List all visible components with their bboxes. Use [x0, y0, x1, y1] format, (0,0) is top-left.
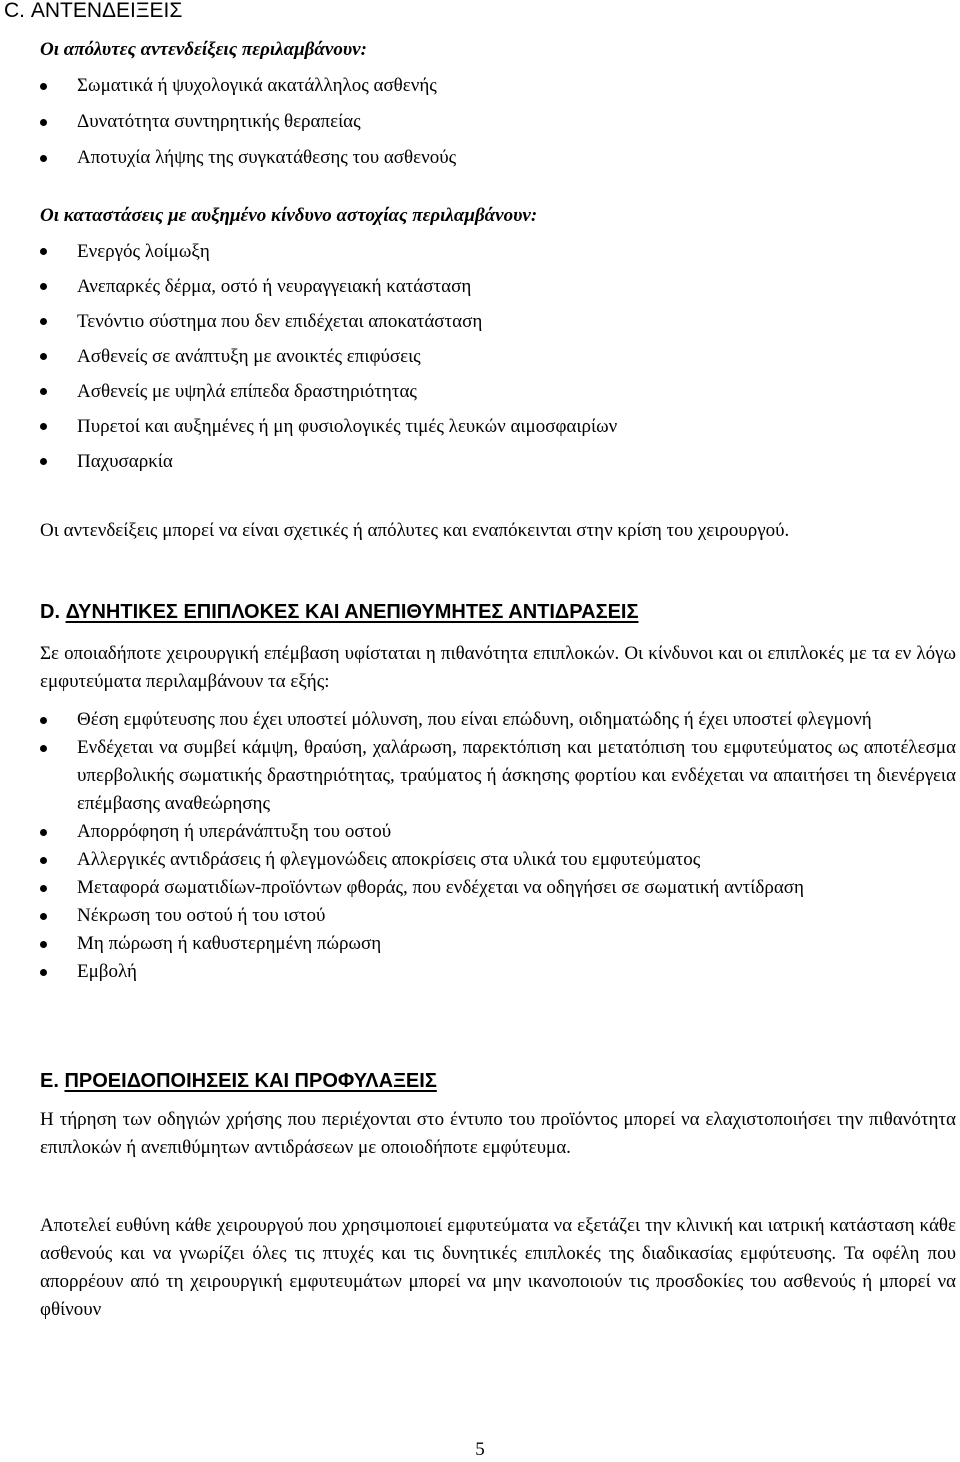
- list-item: Δυνατότητα συντηρητικής θεραπείας: [0, 104, 960, 140]
- list-item: Τενόντιο σύστημα που δεν επιδέχεται αποκατάσταση: [0, 304, 960, 339]
- absolute-contraindications-intro: Οι απόλυτες αντενδείξεις περιλαμβάνουν:: [40, 39, 367, 60]
- section-e-letter: E.: [40, 1070, 59, 1092]
- warnings-paragraph-2: Αποτελεί ευθύνη κάθε χειρουργού που χρησιμοποιεί εμφυτεύματα να εξετάζει την κλινική και ιατρική κατάσταση κάθε ασθενούς και να γνωρίζει όλες τις πτυχές και τις δυνητικές επιπλοκές της διαδικασίας εμφύτευσης. Τα οφέλη που απορρέουν από τη χειρουργική εμφυτευμάτων μπορεί να μην ικανοποιούν τις προσδοκίες του ασθενούς ή μπορεί να φθίνουν: [40, 1215, 956, 1320]
- list-item: Μεταφορά σωματιδίων-προϊόντων φθοράς, που ενδέχεται να οδηγήσει σε σωματική αντίδραση: [0, 874, 960, 902]
- section-c-heading: C. ΑΝΤΕΝΔΕΙΞΕΙΣ: [4, 0, 183, 22]
- list-item: Πυρετοί και αυξημένες ή μη φυσιολογικές τιμές λευκών αιμοσφαιρίων: [0, 409, 960, 444]
- absolute-contraindications-list: [0, 68, 960, 176]
- page-number: 5: [475, 1439, 485, 1460]
- list-item: Σωματικά ή ψυχολογικά ακατάλληλος ασθενής: [0, 68, 960, 104]
- list-item: Ανεπαρκές δέρμα, οστό ή νευραγγειακή κατάσταση: [0, 269, 960, 304]
- list-item: Παχυσαρκία: [0, 444, 960, 479]
- risk-conditions-intro: Οι καταστάσεις με αυξημένο κίνδυνο αστοχίας περιλαμβάνουν:: [40, 205, 538, 226]
- list-item: Απορρόφηση ή υπεράνάπτυξη του οστού: [0, 818, 960, 846]
- list-item: Ασθενείς σε ανάπτυξη με ανοικτές επιφύσεις: [0, 339, 960, 374]
- section-d-heading: [40, 597, 638, 627]
- section-d-letter: D.: [40, 601, 60, 623]
- section-d-title: ΔΥΝΗΤΙΚΕΣ ΕΠΙΠΛΟΚΕΣ ΚΑΙ ΑΝΕΠΙΘΥΜΗΤΕΣ ΑΝΤΙΔΡΑΣΕΙΣ: [65, 601, 639, 623]
- list-item: Θέση εμφύτευσης που έχει υποστεί μόλυνση, που είναι επώδυνη, οιδηματώδης ή έχει υποστεί φλεγμονή: [0, 706, 960, 734]
- list-item: Αποτυχία λήψης της συγκατάθεσης του ασθενούς: [0, 140, 960, 176]
- contraindications-note: Οι αντενδείξεις μπορεί να είναι σχετικές ή απόλυτες και εναπόκεινται στην κρίση του χειρουργού.: [40, 520, 790, 541]
- list-item: Νέκρωση του οστού ή του ιστού: [0, 902, 960, 930]
- list-item: Αλλεργικές αντιδράσεις ή φλεγμονώδεις αποκρίσεις στα υλικά του εμφυτεύματος: [0, 846, 960, 874]
- complications-list: [0, 706, 960, 986]
- list-item: Μη πώρωση ή καθυστερημένη πώρωση: [0, 930, 960, 958]
- section-e-heading: [40, 1066, 437, 1096]
- complications-intro: Σε οποιαδήποτε χειρουργική επέμβαση υφίσταται η πιθανότητα επιπλοκών. Οι κίνδυνοι και οι επιπλοκές με τα εν λόγω εμφυτεύματα περιλαμβάνουν τα εξής:: [40, 643, 956, 692]
- list-item: Ενδέχεται να συμβεί κάμψη, θραύση, χαλάρωση, παρεκτόπιση και μετατόπιση του εμφυτεύματος ως αποτέλεσμα υπερβολικής σωματικής δραστηριότητας, τραύματος ή άσκησης φορτίου και ενδέχεται να απαιτήσει τη διενέργεια επέμβασης αναθεώρησης: [0, 734, 960, 818]
- list-item: Εμβολή: [0, 958, 960, 986]
- section-e-title: ΠΡΟΕΙΔΟΠΟΙΗΣΕΙΣ ΚΑΙ ΠΡΟΦΥΛΑΞΕΙΣ: [64, 1070, 437, 1092]
- list-item: Ενεργός λοίμωξη: [0, 234, 960, 269]
- warnings-paragraph-1: Η τήρηση των οδηγιών χρήσης που περιέχονται στο έντυπο του προϊόντος μπορεί να ελαχιστοποιήσει την πιθανότητα επιπλοκών ή ανεπιθύμητων αντιδράσεων με οποιοδήποτε εμφύτευμα.: [40, 1109, 956, 1158]
- risk-conditions-list: [0, 234, 960, 479]
- list-item: Ασθενείς με υψηλά επίπεδα δραστηριότητας: [0, 374, 960, 409]
